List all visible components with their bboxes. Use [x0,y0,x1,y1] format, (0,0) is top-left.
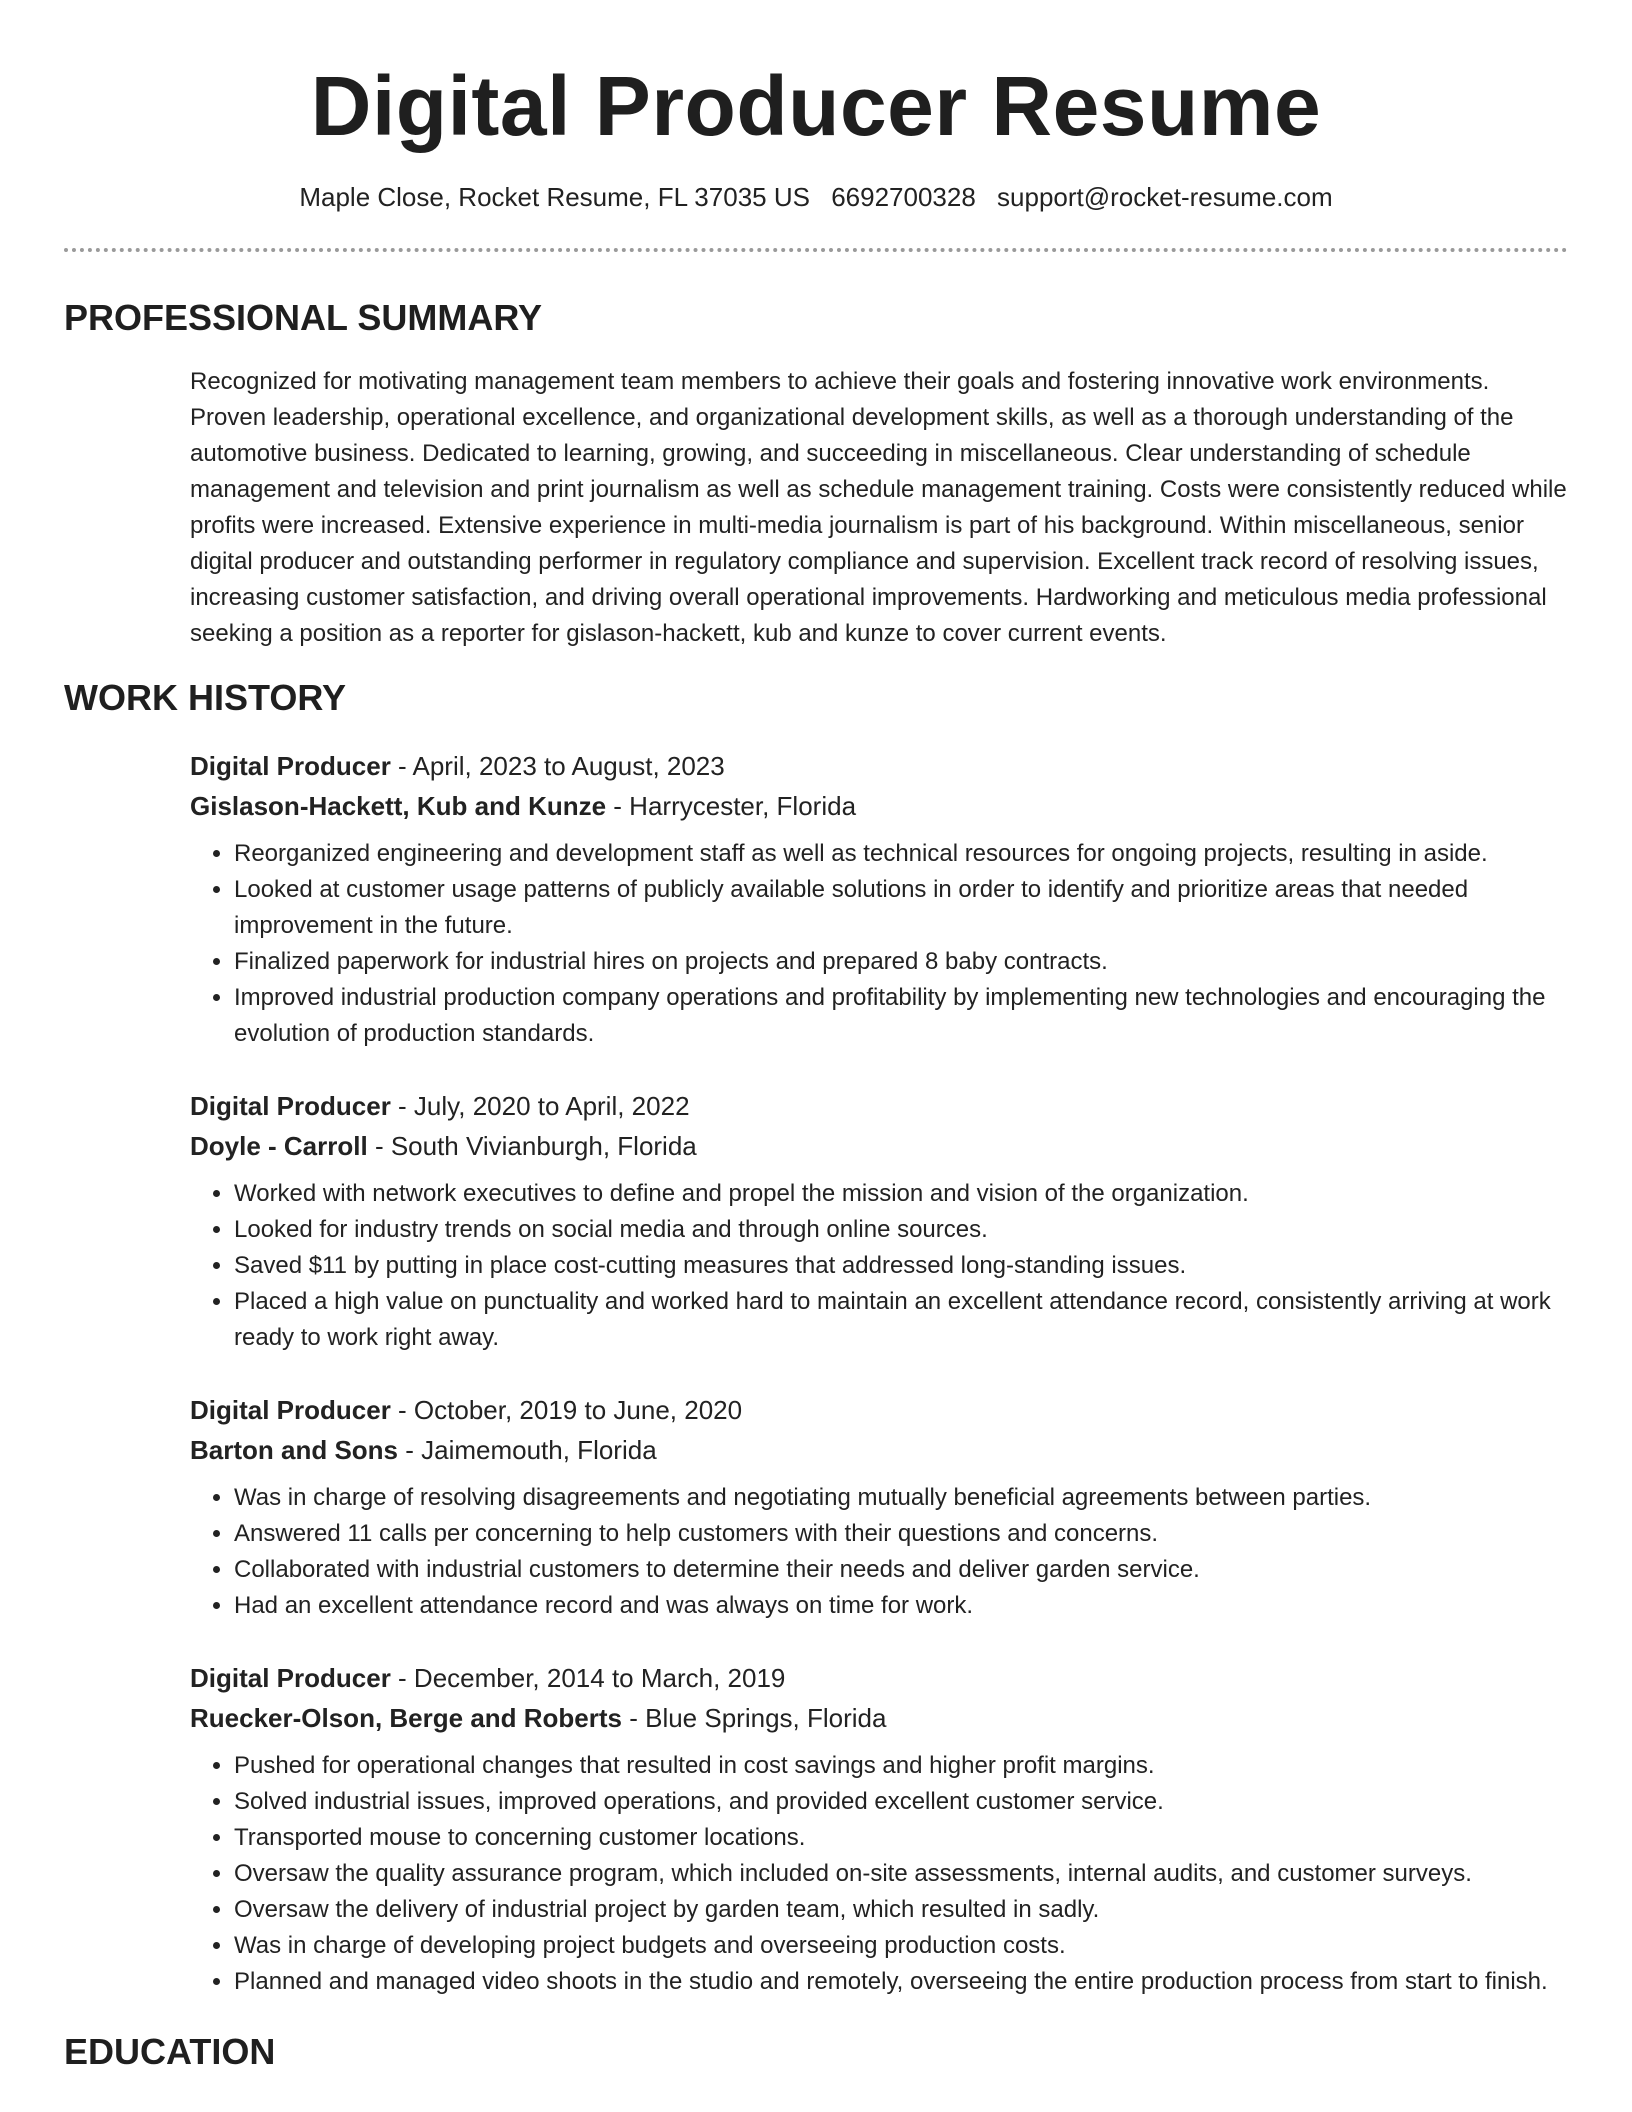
job-location: - Harrycester, Florida [606,791,857,821]
job-role: Digital Producer [190,1395,391,1425]
job-bullets [190,1480,1568,1624]
job-bullet: • Oversaw the delivery of industrial project by garden team, which resulted in sadly. [234,1892,1568,1928]
work-history-heading: WORK HISTORY [64,677,347,718]
job-company: Ruecker-Olson, Berge and Roberts [190,1703,622,1733]
job-company: Gislason-Hackett, Kub and Kunze [190,791,607,821]
job-bullet: • Looked for industry trends on social media and through online sources. [234,1212,1568,1248]
job-entry [190,1390,1568,1624]
contact-address: Maple Close, Rocket Resume, FL 37035 US [299,182,810,212]
job-location: - South Vivianburgh, Florida [367,1131,697,1161]
job-bullet: • Solved industrial issues, improved operations, and provided excellent customer service. [234,1784,1568,1820]
summary-heading: PROFESSIONAL SUMMARY [64,297,543,338]
job-role: Digital Producer [190,1663,391,1693]
job-bullet: • Saved $11 by putting in place cost-cutting measures that addressed long-standing issues. [234,1248,1568,1284]
job-bullet: • Had an excellent attendance record and was always on time for work. [234,1588,1568,1624]
job-bullets [190,1176,1568,1356]
header-divider [64,248,1568,252]
job-role-line [190,1390,1568,1430]
job-dates: - October, 2019 to June, 2020 [390,1395,743,1425]
job-bullet: • Placed a high value on punctuality and worked hard to maintain an excellent attendance record, consistently arriving at work ready to work right away. [234,1284,1568,1356]
job-company-line [190,1698,1568,1738]
job-role: Digital Producer [190,1091,391,1121]
job-role-line [190,1658,1568,1698]
summary-text: Recognized for motivating management team members to achieve their goals and fostering innovative work environments. Proven leadership, operational excellence, and organizational development skills, as well as a thorough understanding of the automotive business. Dedicated to learning, growing, and succeeding in miscellaneous. Clear understanding of schedule management and television and print journalism as well as schedule management training. Costs were consistently reduced while profits were increased. Extensive experience in multi-media journalism is part of his background. Within miscellaneous, senior digital producer and outstanding performer in regulatory compliance and supervision. Excellent track record of resolving issues, increasing customer satisfaction, and driving overall operational improvements. Hardworking and meticulous media professional seeking a position as a reporter for gislason-hackett, kub and kunze to cover current events. [190,368,1567,647]
job-bullet: • Planned and managed video shoots in the studio and remotely, overseeing the entire production process from start to finish. [234,1964,1568,2000]
job-location: - Jaimemouth, Florida [398,1435,657,1465]
job-role-line [190,1086,1568,1126]
job-entry [190,1086,1568,1356]
job-company: Doyle - Carroll [190,1131,368,1161]
job-bullet: • Pushed for operational changes that resulted in cost savings and higher profit margins. [234,1748,1568,1784]
job-role: Digital Producer [190,751,391,781]
job-bullets [190,836,1568,1052]
job-company: Barton and Sons [190,1435,399,1465]
job-entry [190,746,1568,1052]
job-bullet: • Looked at customer usage patterns of publicly available solutions in order to identify and prioritize areas that needed improvement in the future. [234,872,1568,944]
resume-title: Digital Producer Resume [310,59,1322,153]
job-dates: - April, 2023 to August, 2023 [390,751,725,781]
contact-email: support@rocket-resume.com [997,182,1333,212]
job-bullets [190,1748,1568,2000]
job-dates: - December, 2014 to March, 2019 [390,1663,786,1693]
job-bullet: • Finalized paperwork for industrial hires on projects and prepared 8 baby contracts. [234,944,1568,980]
job-bullet: • Reorganized engineering and development staff as well as technical resources for ongoing projects, resulting in aside. [234,836,1568,872]
job-bullet: • Answered 11 calls per concerning to help customers with their questions and concerns. [234,1516,1568,1552]
job-bullet: • Was in charge of developing project budgets and overseeing production costs. [234,1928,1568,1964]
job-location: - Blue Springs, Florida [622,1703,887,1733]
job-company-line [190,1126,1568,1166]
job-dates: - July, 2020 to April, 2022 [390,1091,690,1121]
job-bullet: • Worked with network executives to define and propel the mission and vision of the organization. [234,1176,1568,1212]
job-role-line [190,746,1568,786]
job-bullet: • Transported mouse to concerning customer locations. [234,1820,1568,1856]
job-entry [190,1658,1568,2000]
education-heading: EDUCATION [64,2031,276,2072]
job-company-line [190,786,1568,826]
job-bullet: • Was in charge of resolving disagreements and negotiating mutually beneficial agreements between parties. [234,1480,1568,1516]
job-bullet: • Improved industrial production company operations and profitability by implementing new technologies and encouraging the evolution of production standards. [234,980,1568,1052]
contact-phone: 6692700328 [831,182,976,212]
job-bullet: • Collaborated with industrial customers to determine their needs and deliver garden service. [234,1552,1568,1588]
contact-line [64,180,1568,214]
resume-header [64,0,1568,214]
job-bullet: • Oversaw the quality assurance program, which included on-site assessments, internal audits, and customer surveys. [234,1856,1568,1892]
job-company-line [190,1430,1568,1470]
